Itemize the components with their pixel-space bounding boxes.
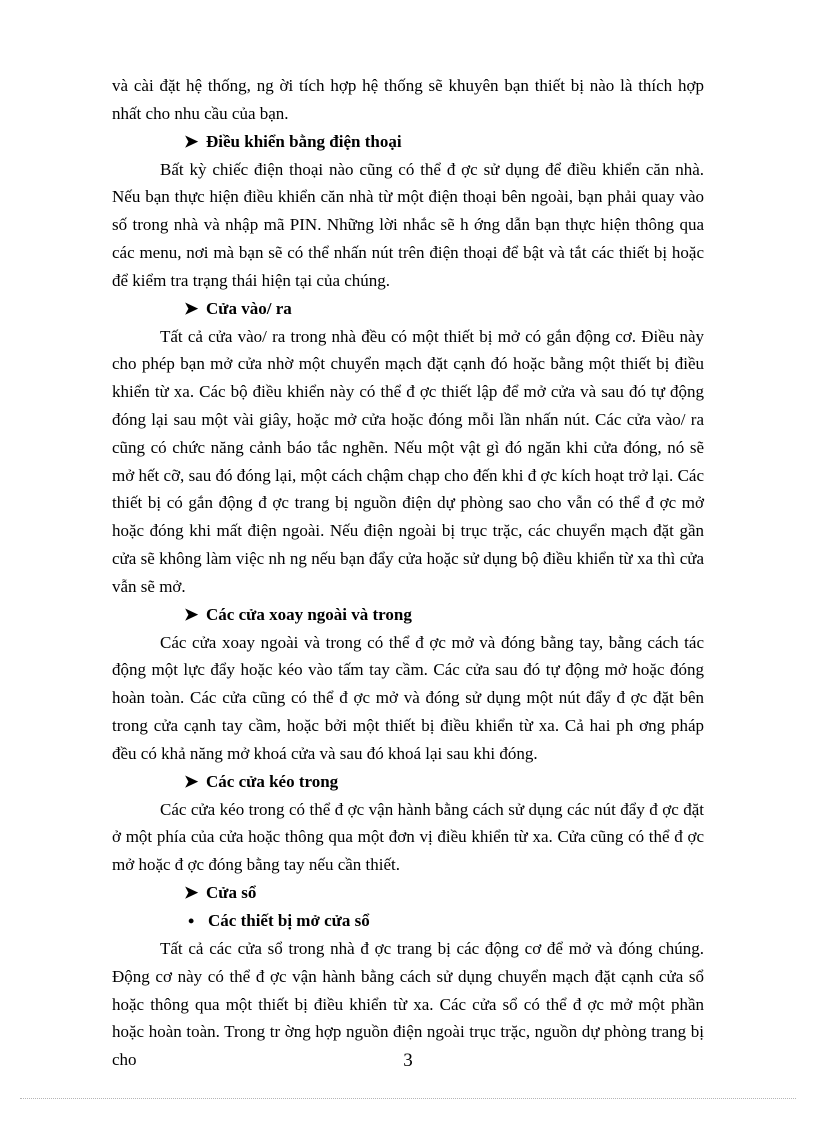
heading-swing-doors <box>112 601 704 629</box>
dot-bullet-icon: • <box>188 910 195 931</box>
heading-text: Cửa sổ <box>206 882 257 902</box>
arrow-bullet-icon: ➤ <box>184 771 199 791</box>
heading-text: Các cửa kéo trong <box>206 771 339 791</box>
heading-text: Các cửa xoay ngoài và trong <box>206 604 412 624</box>
heading-window-openers <box>112 907 704 935</box>
page-number: 3 <box>403 1050 413 1071</box>
arrow-bullet-icon: ➤ <box>184 298 199 318</box>
footer-divider <box>20 1098 796 1099</box>
page-body <box>112 72 704 1074</box>
arrow-bullet-icon: ➤ <box>184 604 199 624</box>
openers-paragraph: Tất cả các cửa sổ trong nhà đ ợc trang bị các động cơ để mở và đóng chúng. Động cơ này có thể đ ợc vận hành bằng cách sử dụng chuyển mạch đặt cạnh cửa sổ hoặc thông qua một thiết bị điều khiển từ xa. Các cửa sổ có thể đ ợc mở một phần hoặc hoàn toàn. Trong tr ờng hợp nguồn điện ngoài trục trặc, nguồn dự phòng trang bị cho <box>112 938 704 1070</box>
swing-paragraph: Các cửa xoay ngoài và trong có thể đ ợc mở và đóng bằng tay, bằng cách tác động một lực đẩy hoặc kéo vào tấm tay cầm. Các cửa sau đó tự động mở hoặc đóng hoàn toàn. Các cửa cũng có thể đ ợc mở và đóng sử dụng một nút đẩy đ ợc đặt bên trong cửa cạnh tay cầm, hoặc bởi một thiết bị điều khiển từ xa. Cả hai ph ơng pháp đều có khả năng mở khoá cửa và sau đó khoá lại sau khi đóng. <box>112 632 704 763</box>
heading-windows <box>112 879 704 907</box>
heading-text: Cửa vào/ ra <box>206 298 292 318</box>
sliding-paragraph: Các cửa kéo trong có thể đ ợc vận hành bằng cách sử dụng các nút đẩy đ ợc đặt ở một phía của cửa hoặc thông qua một đơn vị điều khiển từ xa. Cửa cũng có thể đ ợc mở hoặc đ ợc đóng bằng tay nếu cần thiết. <box>112 799 704 875</box>
heading-sliding-doors <box>112 768 704 796</box>
doors-paragraph: Tất cả cửa vào/ ra trong nhà đều có một thiết bị mở có gắn động cơ. Điều này cho phép bạn mở cửa nhờ một chuyển mạch đặt cạnh đó hoặc bằng một thiết bị điều khiển từ xa. Các bộ điều khiển này có thể đ ợc thiết lập để mở cửa và sau đó tự động đóng lại sau một vài giây, hoặc mở cửa hoặc đóng mỗi lần nhấn nút. Các cửa vào/ ra cũng có chức năng cảnh báo tắc nghẽn. Nếu một vật gì đó ngăn khi cửa đóng, nó sẽ mở hết cỡ, sau đó đóng lại, một cách chậm chạp cho đến khi đ ợc kích hoạt trở lại. Các thiết bị có gắn động đ ợc trang bị nguồn điện dự phòng sao cho vẫn có thể đ ợc mở hoặc đóng khi mất điện ngoài. Nếu điện ngoài bị trục trặc, các chuyển mạch đặt gần cửa sẽ không làm việc nh ng nếu bạn đẩy cửa hoặc sử dụng bộ điều khiển từ xa thì cửa vẫn sẽ mở. <box>112 326 704 596</box>
heading-text: Các thiết bị mở cửa sổ <box>208 910 370 930</box>
intro-paragraph: và cài đặt hệ thống, ng ời tích hợp hệ thống sẽ khuyên bạn thiết bị nào là thích hợp nhất cho nhu cầu của bạn. <box>112 76 704 123</box>
heading-text: Điều khiển bằng điện thoại <box>206 131 402 151</box>
phone-paragraph: Bất kỳ chiếc điện thoại nào cũng có thể đ ợc sử dụng để điều khiển căn nhà. Nếu bạn thực hiện điều khiển căn nhà từ một điện thoại bên ngoài, bạn phải quay vào số trong nhà và nhập mã PIN. Những lời nhắc sẽ h ớng dẫn bạn thực hiện thông qua các menu, nơi mà bạn sẽ có thể nhấn nút trên điện thoại để bật và tắt các thiết bị hoặc để kiểm tra trạng thái hiện tại của chúng. <box>112 159 704 290</box>
arrow-bullet-icon: ➤ <box>184 882 199 902</box>
arrow-bullet-icon: ➤ <box>184 131 199 151</box>
heading-doors <box>112 295 704 323</box>
heading-phone-control <box>112 128 704 156</box>
